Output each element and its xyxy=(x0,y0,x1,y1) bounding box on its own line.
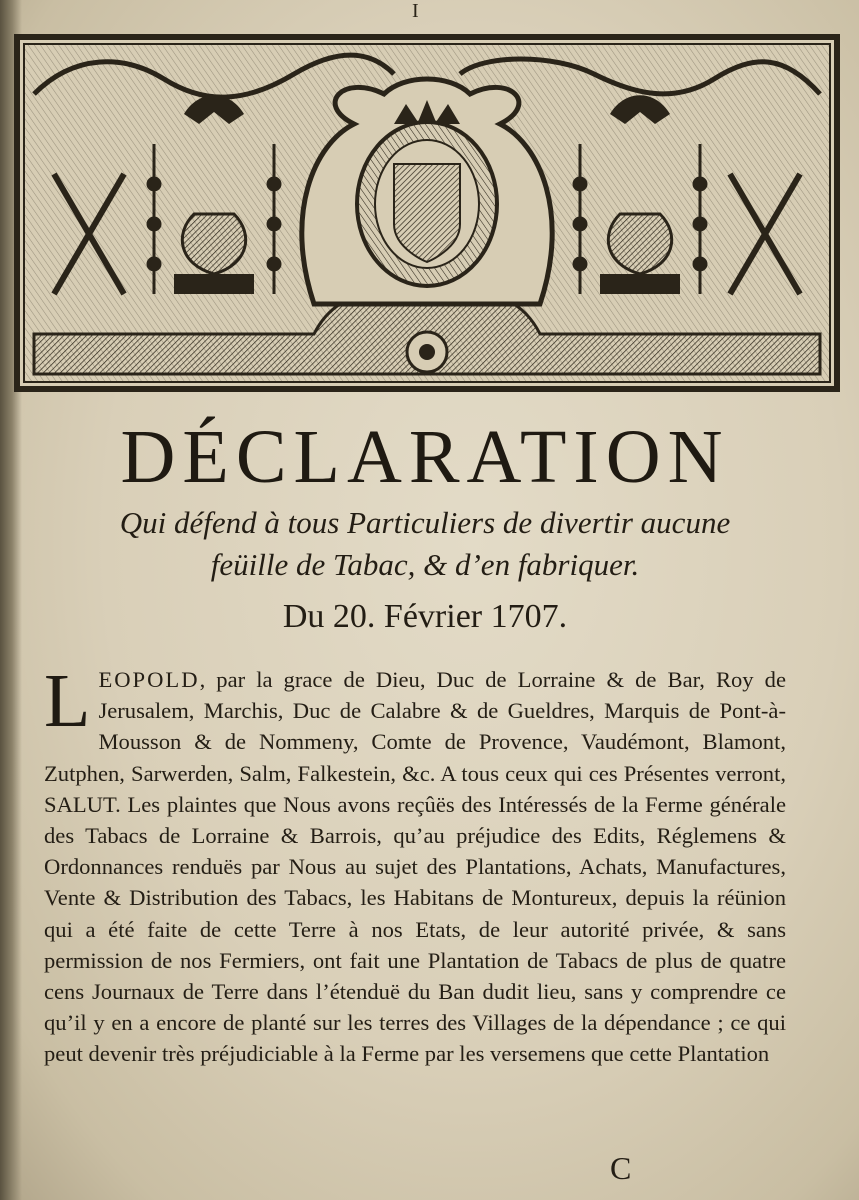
drop-cap: L xyxy=(44,659,91,743)
opening-word: EOPOLD xyxy=(98,667,200,692)
document-date: Du 20. Février 1707. xyxy=(282,598,568,635)
subtitle-line-1: Qui défend à tous Particuliers de divertir aucune xyxy=(119,505,731,540)
body-paragraph xyxy=(44,659,786,1070)
document-title: DÉCLARATION xyxy=(120,415,730,499)
subtitle-line-2: feüille de Tabac, & d’en fabriquer. xyxy=(210,547,640,582)
woodcut-headpiece-ornament xyxy=(14,34,840,392)
document-subtitle xyxy=(40,502,810,586)
signature-mark: C xyxy=(610,1150,632,1186)
body-text: , par la grace de Dieu, Duc de Lorraine & de Bar, Roy de Jerusalem, Marchis, Duc de Calabre & de Gueldres, Marquis de Pont-à-Mousson & de Nommeny, Comte de Provence, Vaudémont, Blamont, Zutphen, Sarwerden, Salm, Falkestein, &c. A tous ceux qui ces Présentes verront, SALUT. Les plaintes que Nous avons reçûës des Intéressés de la Ferme générale des Tabacs de Lorraine & Barrois, qu’au préjudice des Edits, Réglemens & Ordonnances renduës par Nous au sujet des Plantations, Achats, Manufactures, Vente & Distribution des Tabacs, les Habitans de Montureux, depuis la réünion qui a été faite de cette Terre à nos Etats, de leur autorité privée, & sans permission de nos Fermiers, ont fait une Plantation de Tabacs de plus de quatre cens Journaux de Terre dans l’étenduë du Ban dudit lieu, sans y comprendre ce qu’il y en a encore de planté sur les terres des Villages de la dépendance ; ce qui peut devenir très préjudiciable à la Ferme par les versemens que cette Plantation xyxy=(44,667,786,1067)
page-number: I xyxy=(412,0,419,22)
